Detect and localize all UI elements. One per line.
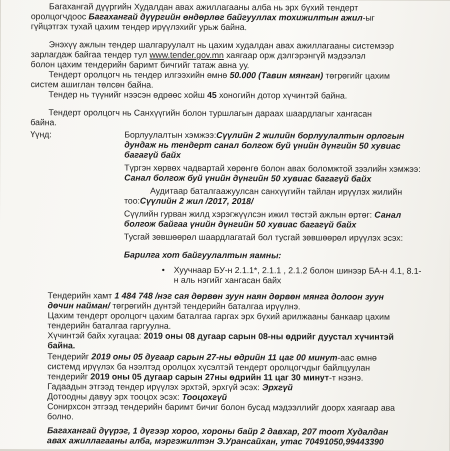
req-sales-line-2: дундаж нь тендерт санал болгож буй үнийн дүнгийн 50 хувиас	[124, 139, 401, 151]
p6-line-2: дөчин найман/ төгрөгийн дүнтэй тендерийн баталгаа ирүүлнэ.	[47, 300, 301, 312]
req-liquidity-line-1: Түргэн хөрвөх чадвартай хөрөнгө болон авах боломжтой зээлийн хэмжээ:	[124, 162, 421, 174]
req-audit-line-2: тоо:Сүүлийн 2 жил /2017, 2018/	[124, 195, 254, 207]
req-sales-line-3: багагүй байх	[124, 149, 181, 160]
p5-line-2: байна.	[30, 117, 57, 128]
p7-line-6: Сонирхсон этгээд тендерийн баримт бичиг болон бусад мэдээллийг доорх хаягаар ава	[47, 401, 395, 413]
p5-line-1: Тендерт оролцогч нь Санхүүгийн болон туршлагын дараах шаардлагыг хангасан	[48, 107, 372, 119]
p7-line-7: болно.	[47, 411, 74, 422]
p3-line-1: Тендерт оролцогч нь тендер илгээхийн өмнө 50.000 (Тавин мянган) төгрөгийг цахим	[48, 69, 390, 81]
p6-line-6: байна.	[47, 340, 76, 351]
req-bullet-line-1: • Хуучнаар БУ-н 2.1.1*, 2.1.1 , 2.1.2 болон шинээр БА-н 4.1, 8.1-	[174, 265, 422, 276]
p3-line-2: систем ашиглан төлсөн байна.	[30, 79, 154, 90]
intro-line-1: Багахангай дүүргийн Худалдан авах ажиллагааны алба нь эрх бүхий тендерт	[48, 1, 359, 13]
p2-line-1: Энэхүү ажлын тендер шалгаруулалт нь цахим худалдан авах ажиллагааны системээр	[48, 39, 394, 51]
req-sales-line-1: Борлуулалтын хэмжээ:Сүүлийн 2 жилийн борлуулалтын орлогын	[124, 129, 405, 141]
intro-line-3: гүйцэтгэх тухай цахим тендер ирүүлэхийг урьж байна.	[30, 21, 247, 33]
req-experience-line-2: болгож байгаа үнийн дүнгийн 50 хувиас багагүй байх	[123, 218, 357, 230]
p7-line-4: Гадаадын этгээд тендер ирүүлэх эрхтэй, эрхгүй эсэх: Эрхгүй	[47, 381, 293, 393]
req-liquidity-line-2: Санал болгож буй үнийн дүнгийн 50 хувиас багагүй байх	[124, 172, 372, 184]
requirements-label: Үүнд:	[30, 129, 52, 140]
p7-line-3: тендерийг 2019 оны 05 дугаар сарын 27ны өдрийн 11 цаг 30 минут-т нээнэ.	[47, 371, 364, 383]
p7-line-5: Дотоодны давуу эрх тооцох эсэх: Тооцохгүй	[47, 391, 228, 403]
p4-line-1: Тендер нь түүнийг нээсэн өдрөөс хойш 45 хоногийн дотор хүчинтэй байна.	[48, 89, 348, 101]
intro-line-2: оролцогчдоос Багахангай дүүргийн өндөрлөг байгууллах тохижилтын ажил-ыг	[30, 11, 375, 23]
p2-line-3: болон цахим тендерийн баримт бичгийг татаж авна уу.	[30, 59, 250, 71]
footer-address-line-2: авах ажиллагааны алба, мэргэжилтэн Э.Урансайхан, утас 70491050,99443390	[47, 435, 384, 447]
req-bullet-line-2: н аль нэгийг хангасан байх	[173, 274, 282, 286]
p6-line-3: Цахим тендерт оролцогч цахим баталгаа гаргах эрх бүхий арилжааны банкаар цахим	[47, 310, 390, 322]
p6-line-5: Хүчинтэй байх хугацаа: 2019 оны 08 дугаар сарын 08-ны өдрийг дуустал хүчинтэй	[47, 330, 394, 342]
p7-line-1: Тендерийг 2019 оны 05 дугаар сарын 27-ны өдрийн 11 цаг 00 минут-аас өмнө	[47, 351, 377, 363]
req-audit-line-1: Аудитаар баталгаажуулсан санхүүгийн тайлан ирүүлэх жилийн	[150, 185, 403, 197]
footer-address-line-1: Багахангай дүүрэг, 1 дүгээр хороо, хороны байр 2 давхар, 207 тоот Худалдан	[47, 425, 389, 437]
req-experience-line-1: Сүүлийн гурван жилд хэрэгжүүлсэн ижил төстэй ажлын өртөг: Санал	[124, 208, 402, 220]
p6-line-1: Тендерийн хамт 1 484 748 /нэг сая дөрвөн зуун наян дөрвөн мянга долоон зуун	[47, 290, 384, 302]
req-license-line-1: Тусгай зөвшөөрөл шаардлагатай бол тусгай зөвшөөрөл ирүүлэх эсэх:	[123, 231, 403, 243]
p6-line-4: тендерийн баталгаа гаргуулна.	[47, 320, 172, 331]
p2-line-2: зарлагдаж байгаа тендер тул www.tender.gov.mn хаягаар орж дэлгэрэнгүй мэдээлэл	[30, 49, 366, 61]
tender-website-link[interactable]: www.tender.gov.mn	[149, 49, 224, 60]
req-ministry-line-1: Барилга хот байгуулалтын яамны:	[123, 249, 282, 261]
p7-line-2: системд ирүүлэх ба нээлтэд оролцох хүсэлтэй тендерт оролцогчдыг байлцуулан	[47, 361, 371, 373]
